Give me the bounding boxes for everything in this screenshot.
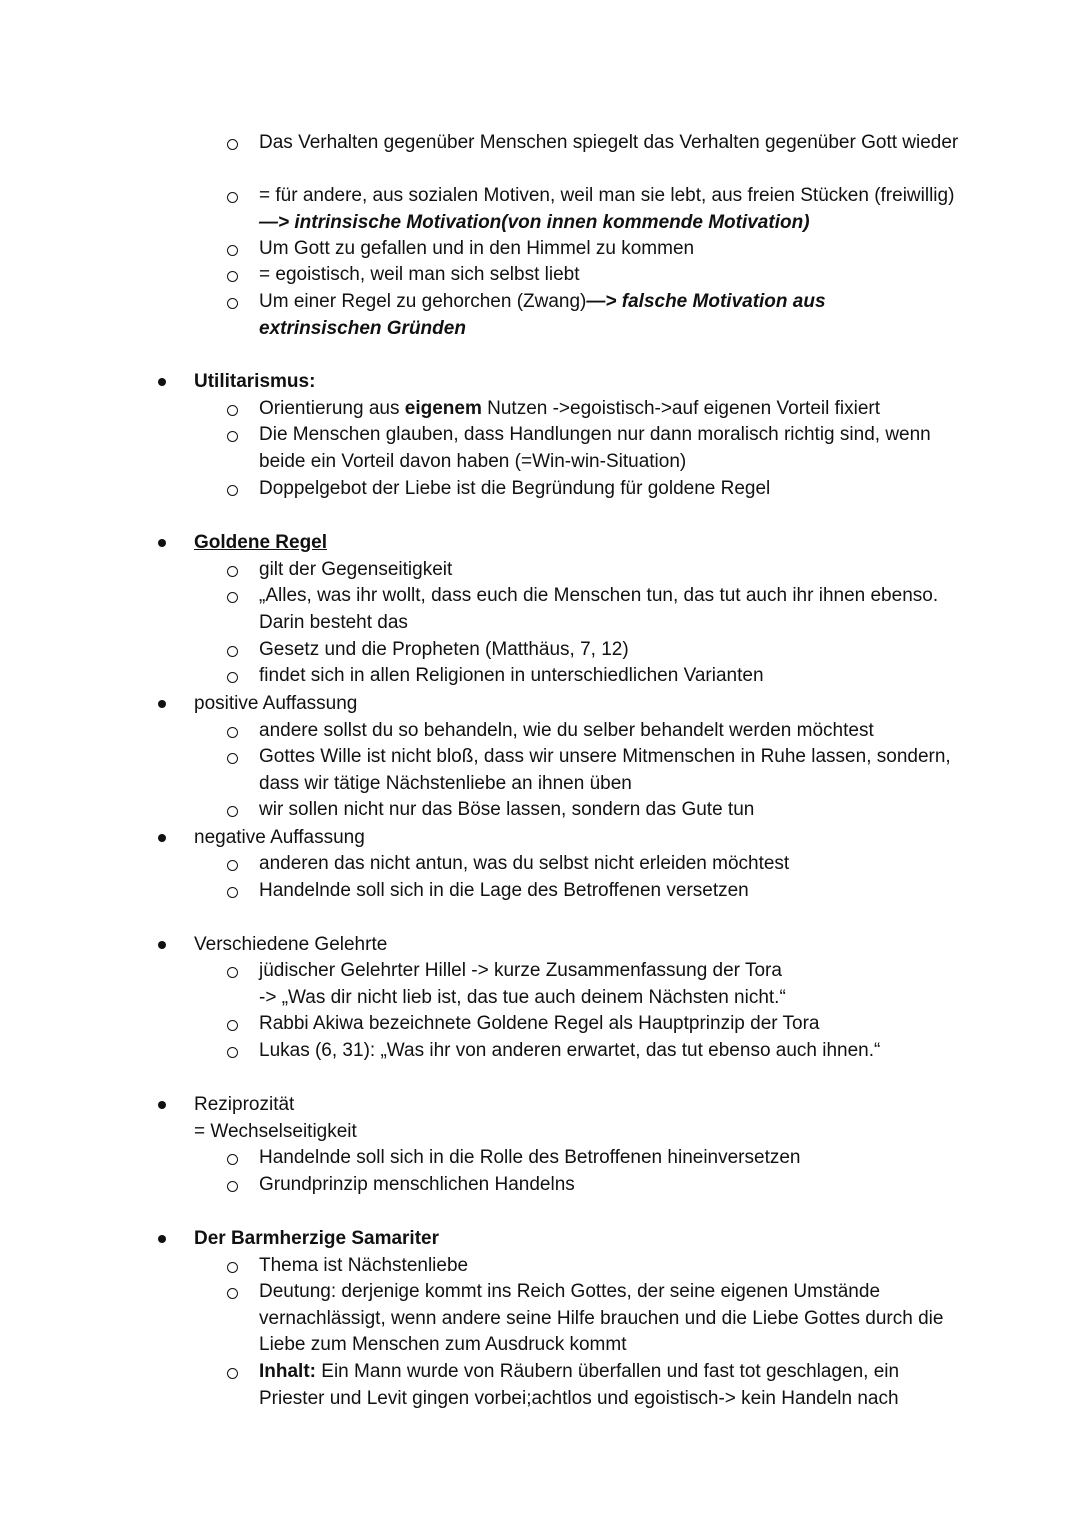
list-item (259, 396, 959, 423)
circle-bullet-icon (226, 184, 240, 210)
circle-bullet-icon (226, 1146, 240, 1172)
list-item: Gottes Wille ist nicht bloß, dass wir unsere Mitmenschen in Ruhe lassen, sondern, dass wir tätige Nächstenliebe an ihnen üben (259, 746, 951, 794)
emphasis-text: —> falsche Motivation aus extrinsischen Gründen (259, 291, 826, 339)
emphasis-text: —> intrinsische Motivation(von innen kommende Motivation) (259, 211, 810, 233)
circle-bullet-icon (226, 1012, 240, 1038)
circle-bullet-icon (226, 477, 240, 503)
bullet-icon (158, 1093, 170, 1119)
circle-bullet-icon (226, 879, 240, 905)
bullet-icon (158, 933, 170, 959)
circle-bullet-icon (226, 638, 240, 664)
emphasis-text: Inhalt: (259, 1361, 316, 1382)
list-item (259, 289, 879, 342)
circle-bullet-icon (226, 852, 240, 878)
circle-bullet-icon (226, 558, 240, 584)
list-item: Handelnde soll sich in die Lage des Betroffenen versetzen (259, 880, 749, 901)
list-item: Lukas (6, 31): „Was ihr von anderen erwartet, das tut ebenso auch ihnen.“ (259, 1040, 881, 1061)
circle-bullet-icon (226, 1254, 240, 1280)
list-item: findet sich in allen Religionen in unterschiedlichen Varianten (259, 665, 764, 686)
circle-bullet-icon (226, 798, 240, 824)
section-heading: Der Barmherzige Samariter (194, 1228, 439, 1249)
list-item: Das Verhalten gegenüber Menschen spiegelt das Verhalten gegenüber Gott wieder (259, 132, 959, 153)
list-item-text: Um einer Regel zu gehorchen (Zwang) (259, 291, 587, 312)
circle-bullet-icon (226, 423, 240, 449)
circle-bullet-icon (226, 263, 240, 289)
bullet-icon (158, 370, 170, 396)
section-heading: positive Auffassung (194, 693, 358, 714)
list-item: Doppelgebot der Liebe ist die Begründung für goldene Regel (259, 478, 771, 499)
list-item-text: Orientierung aus (259, 398, 405, 419)
list-item: Die Menschen glauben, dass Handlungen nur dann moralisch richtig sind, wenn beide ein Vorteil davon haben (=Win-win-Situation) (259, 424, 931, 472)
circle-bullet-icon (226, 1173, 240, 1199)
list-item: gilt der Gegenseitigkeit (259, 559, 453, 580)
circle-bullet-icon (226, 1280, 240, 1306)
bullet-icon (158, 692, 170, 718)
section-subheading: = Wechselseitigkeit (194, 1121, 357, 1142)
circle-bullet-icon (226, 237, 240, 263)
section-heading: Reziprozität (194, 1094, 295, 1115)
list-item: Thema ist Nächstenliebe (259, 1255, 469, 1276)
bullet-icon (158, 1227, 170, 1253)
bullet-icon (158, 826, 170, 852)
circle-bullet-icon (226, 664, 240, 690)
section-heading: Goldene Regel (194, 532, 328, 553)
circle-bullet-icon (226, 1039, 240, 1065)
circle-bullet-icon (226, 131, 240, 157)
bullet-icon (158, 531, 170, 557)
list-item: Rabbi Akiwa bezeichnete Goldene Regel als Hauptprinzip der Tora (259, 1013, 820, 1034)
list-item (259, 1359, 949, 1412)
list-item: Um Gott zu gefallen und in den Himmel zu kommen (259, 238, 695, 259)
circle-bullet-icon (226, 719, 240, 745)
section-heading: Utilitarismus: (194, 371, 316, 392)
circle-bullet-icon (226, 397, 240, 423)
circle-bullet-icon (226, 584, 240, 610)
list-item: Handelnde soll sich in die Rolle des Betroffenen hineinversetzen (259, 1147, 801, 1168)
list-item: „Alles, was ihr wollt, dass euch die Menschen tun, das tut auch ihr ihnen ebenso. Darin besteht das (259, 585, 939, 633)
list-item-text: Nutzen ->egoistisch->auf eigenen Vorteil fixiert (481, 398, 881, 419)
circle-bullet-icon (226, 959, 240, 985)
list-item: Deutung: derjenige kommt ins Reich Gottes, der seine eigenen Umstände vernachlässigt, wenn andere seine Hilfe brauchen und die Liebe Gottes durch die Liebe zum Menschen zum Ausdruck kommt (259, 1281, 944, 1355)
list-item: Grundprinzip menschlichen Handelns (259, 1174, 575, 1195)
list-item: Gesetz und die Propheten (Matthäus, 7, 12) (259, 639, 629, 660)
section-heading: Verschiedene Gelehrte (194, 934, 388, 955)
list-item: andere sollst du so behandeln, wie du selber behandelt werden möchtest (259, 720, 874, 741)
list-item-text: Ein Mann wurde von Räubern überfallen und fast tot geschlagen, ein Priester und Levit gingen vorbei;achtlos und egoistisch-> kein Handeln nach (259, 1361, 900, 1409)
emphasis-text: eigenem (404, 398, 482, 419)
circle-bullet-icon (226, 290, 240, 316)
section-heading: negative Auffassung (194, 827, 365, 848)
list-item: anderen das nicht antun, was du selbst nicht erleiden möchtest (259, 853, 790, 874)
circle-bullet-icon (226, 1360, 240, 1386)
list-item: jüdischer Gelehrter Hillel -> kurze Zusammenfassung der Tora (259, 960, 782, 981)
list-item-text: = für andere, aus sozialen Motiven, weil man sie lebt, aus freien Stücken (freiwillig) (259, 185, 955, 206)
list-item-continuation: -> „Was dir nicht lieb ist, das tue auch deinem Nächsten nicht.“ (259, 987, 786, 1008)
list-item (259, 183, 959, 236)
list-item: wir sollen nicht nur das Böse lassen, sondern das Gute tun (259, 799, 755, 820)
list-item: = egoistisch, weil man sich selbst liebt (259, 264, 580, 285)
circle-bullet-icon (226, 745, 240, 771)
